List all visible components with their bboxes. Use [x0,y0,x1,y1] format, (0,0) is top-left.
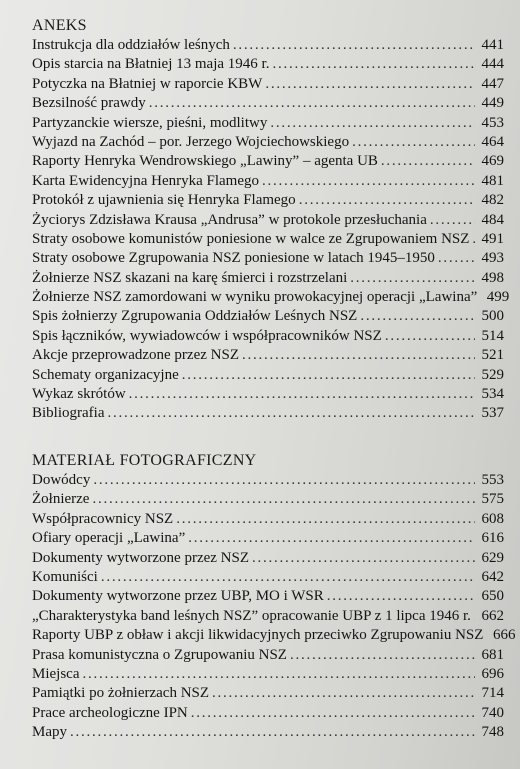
toc-entry-title: Spis żołnierzy Zgrupowania Oddziałów Leśnych NSZ [32,308,358,325]
dot-leader [352,133,475,152]
toc-entry-page-number: 464 [481,133,504,150]
toc-entry-title: Wyjazd na Zachód – por. Jerzego Wojciechowskiego [32,133,350,150]
toc-entry [32,404,504,423]
toc-entry-page-number: 493 [481,250,504,267]
dot-leader [182,366,475,385]
toc-entry-title: Spis łączników, wywiadowców i współpracowników NSZ [32,327,382,344]
toc-entry-page-number: 553 [481,472,504,488]
dot-leader [252,549,475,568]
toc-entry-title: Prace archeologiczne IPN [32,704,188,721]
toc-entry [32,723,504,742]
toc-entry-page-number: 521 [481,347,504,364]
toc-list [32,36,510,424]
toc-entry [32,211,504,230]
dot-leader [350,269,475,288]
dot-leader [262,172,475,191]
toc-entry [32,269,504,288]
dot-leader [290,646,475,665]
toc-entry-page-number: 537 [481,405,504,422]
dot-leader [381,152,475,171]
toc-entry [32,385,504,404]
toc-entry-title: Żołnierze NSZ skazani na karę śmierci i rozstrzelani [32,269,348,286]
toc-entry [32,133,504,152]
dot-leader [93,471,475,490]
toc-entry-page-number: 714 [481,685,504,702]
toc-entry-page-number: 453 [481,114,504,131]
toc-entry-page-number: 629 [481,549,504,566]
toc-entry-title: Żołnierze NSZ zamordowani w wyniku prowokacyjnej operacji „Lawina” [32,289,478,306]
toc-entry-page-number: 696 [481,665,504,682]
dot-leader [129,385,475,404]
toc-entry-page-number: 444 [481,56,504,73]
toc-entry [32,230,504,249]
toc-entry-page-number: 575 [481,491,504,508]
toc-entry [32,75,504,94]
dot-leader [82,665,475,684]
toc-entry [32,288,510,307]
toc-entry [32,94,504,113]
toc-entry-page-number: 666 [492,627,516,644]
toc-entry-title: Życiorys Zdzisława Krausa „Andrusa” w protokole przesłuchania [32,211,427,228]
toc-entry [32,114,504,133]
toc-entry-page-number: 449 [481,95,504,112]
toc-entry-page-number: 534 [481,386,504,403]
toc-entry [32,346,504,365]
dot-leader [191,704,475,723]
dot-leader [265,75,475,94]
toc-entry [32,529,504,548]
dot-leader [233,36,475,55]
toc-entry-title: Opis starcia na Błatniej 13 maja 1946 r. [32,56,270,73]
toc-entry-page-number: 616 [481,530,504,547]
toc-entry-title: „Charakterystyka band leśnych NSZ” opracowanie UBP z 1 lipca 1946 r. [32,607,471,624]
toc-entry-title: Potyczka na Błatniej w raporcie KBW [32,75,263,92]
toc-entry-page-number: 514 [481,327,504,344]
toc-entry-page-number: 482 [481,192,504,209]
toc-entry [32,646,504,665]
toc-entry-title: Straty osobowe komunistów poniesione w walce ze Zgrupowaniem NSZ [32,230,470,247]
toc-entry-page-number: 447 [481,75,504,92]
toc-entry-page-number: 662 [481,607,504,624]
dot-leader [299,191,475,210]
toc-entry-page-number: 529 [481,366,504,383]
toc-entry-page-number: 484 [481,211,504,228]
toc-entry-title: Dowódcy [32,472,91,488]
dot-leader [149,94,475,113]
toc-entry-page-number: 441 [481,37,504,53]
dot-leader [242,346,475,365]
toc-entry [32,55,504,74]
dot-leader [70,723,475,742]
toc-entry [32,568,504,587]
toc-entry-page-number: 681 [481,646,504,663]
toc-entry [32,471,504,490]
toc-entry [32,36,504,55]
toc-entry [32,626,516,645]
toc-entry-title: Wykaz skrótów [32,386,126,403]
toc-entry-page-number: 650 [481,588,504,605]
dot-leader [430,211,475,230]
toc-entry [32,249,504,268]
toc-entry-title: Straty osobowe Zgrupowania NSZ poniesione w latach 1945–1950 [32,250,435,267]
dot-leader [272,55,475,74]
dot-leader [188,529,475,548]
toc-entry-title: Bezsilność prawdy [32,95,146,112]
toc-entry [32,665,504,684]
toc-entry-page-number: 740 [481,704,504,721]
toc-entry-title: Partyzanckie wiersze, pieśni, modlitwy [32,114,268,131]
toc-entry-title: Ofiary operacji „Lawina” [32,530,186,547]
toc-entry-title: Pamiątki po żołnierzach NSZ [32,685,210,702]
section-heading: ANEKS [32,17,87,34]
toc-entry-title: Prasa komunistyczna o Zgrupowaniu NSZ [32,646,287,663]
toc-entry [32,510,504,529]
toc-entry [32,490,504,509]
toc-entry [32,549,504,568]
toc-entry-title: Karta Ewidencyjna Henryka Flamego [32,172,259,189]
dot-leader [92,490,475,509]
dot-leader [270,114,475,133]
toc-entry-page-number: 608 [481,510,504,527]
dot-leader [212,684,475,703]
toc-entry-page-number: 500 [481,308,504,325]
toc-entry-title: Protokół z ujawnienia się Henryka Flamego [32,192,296,209]
section-aneks [32,16,510,424]
toc-entry-title: Bibliografia [32,405,105,422]
toc-entry-page-number: 748 [481,724,504,741]
section-heading: MATERIAŁ FOTOGRAFICZNY [32,452,257,469]
toc-entry [32,607,504,626]
dot-leader [385,327,475,346]
toc-entry-title: Mapy [32,724,67,741]
toc-entry-page-number: 499 [486,289,510,306]
toc-entry-title: Dokumenty wytworzone przez NSZ [32,549,250,566]
dot-leader [176,510,475,529]
toc-entry-page-number: 469 [481,153,504,170]
toc-entry-title: Miejsca [32,665,80,682]
toc-entry-title: Raporty Henryka Wendrowskiego „Lawiny” – agenta UB [32,153,378,170]
toc-entry [32,307,504,326]
toc-entry-title: Żołnierze [32,491,90,508]
dot-leader [438,249,475,268]
toc-entry-title: Współpracownicy NSZ [32,510,174,527]
dot-leader [327,587,475,606]
toc-entry-page-number: 491 [481,230,504,247]
dot-leader [360,307,475,326]
toc-entry-page-number: 642 [481,568,504,585]
toc-entry [32,704,504,723]
toc-entry [32,172,504,191]
dot-leader [474,607,475,626]
toc-entry-title: Komuniści [32,568,98,585]
section-material-fotograficzny [32,451,516,742]
toc-entry-page-number: 481 [481,172,504,189]
toc-entry [32,587,504,606]
toc-entry-title: Dokumenty wytworzone przez UBP, MO i WSR [32,588,324,605]
toc-entry-title: Schematy organizacyjne [32,366,179,383]
toc-entry [32,327,504,346]
toc-entry [32,152,504,171]
toc-entry-title: Akcje przeprowadzone przez NSZ [32,347,239,364]
toc-entry [32,366,504,385]
toc-entry [32,684,504,703]
toc-entry-page-number: 498 [481,269,504,286]
toc-entry [32,191,504,210]
dot-leader [107,404,475,423]
toc-list [32,471,516,742]
dot-leader [101,568,475,587]
toc-entry-title: Raporty UBP z obław i akcji likwidacyjnych przeciwko Zgrupowaniu NSZ [32,627,484,644]
dot-leader [472,230,475,249]
toc-entry-title: Instrukcja dla oddziałów leśnych [32,37,230,53]
